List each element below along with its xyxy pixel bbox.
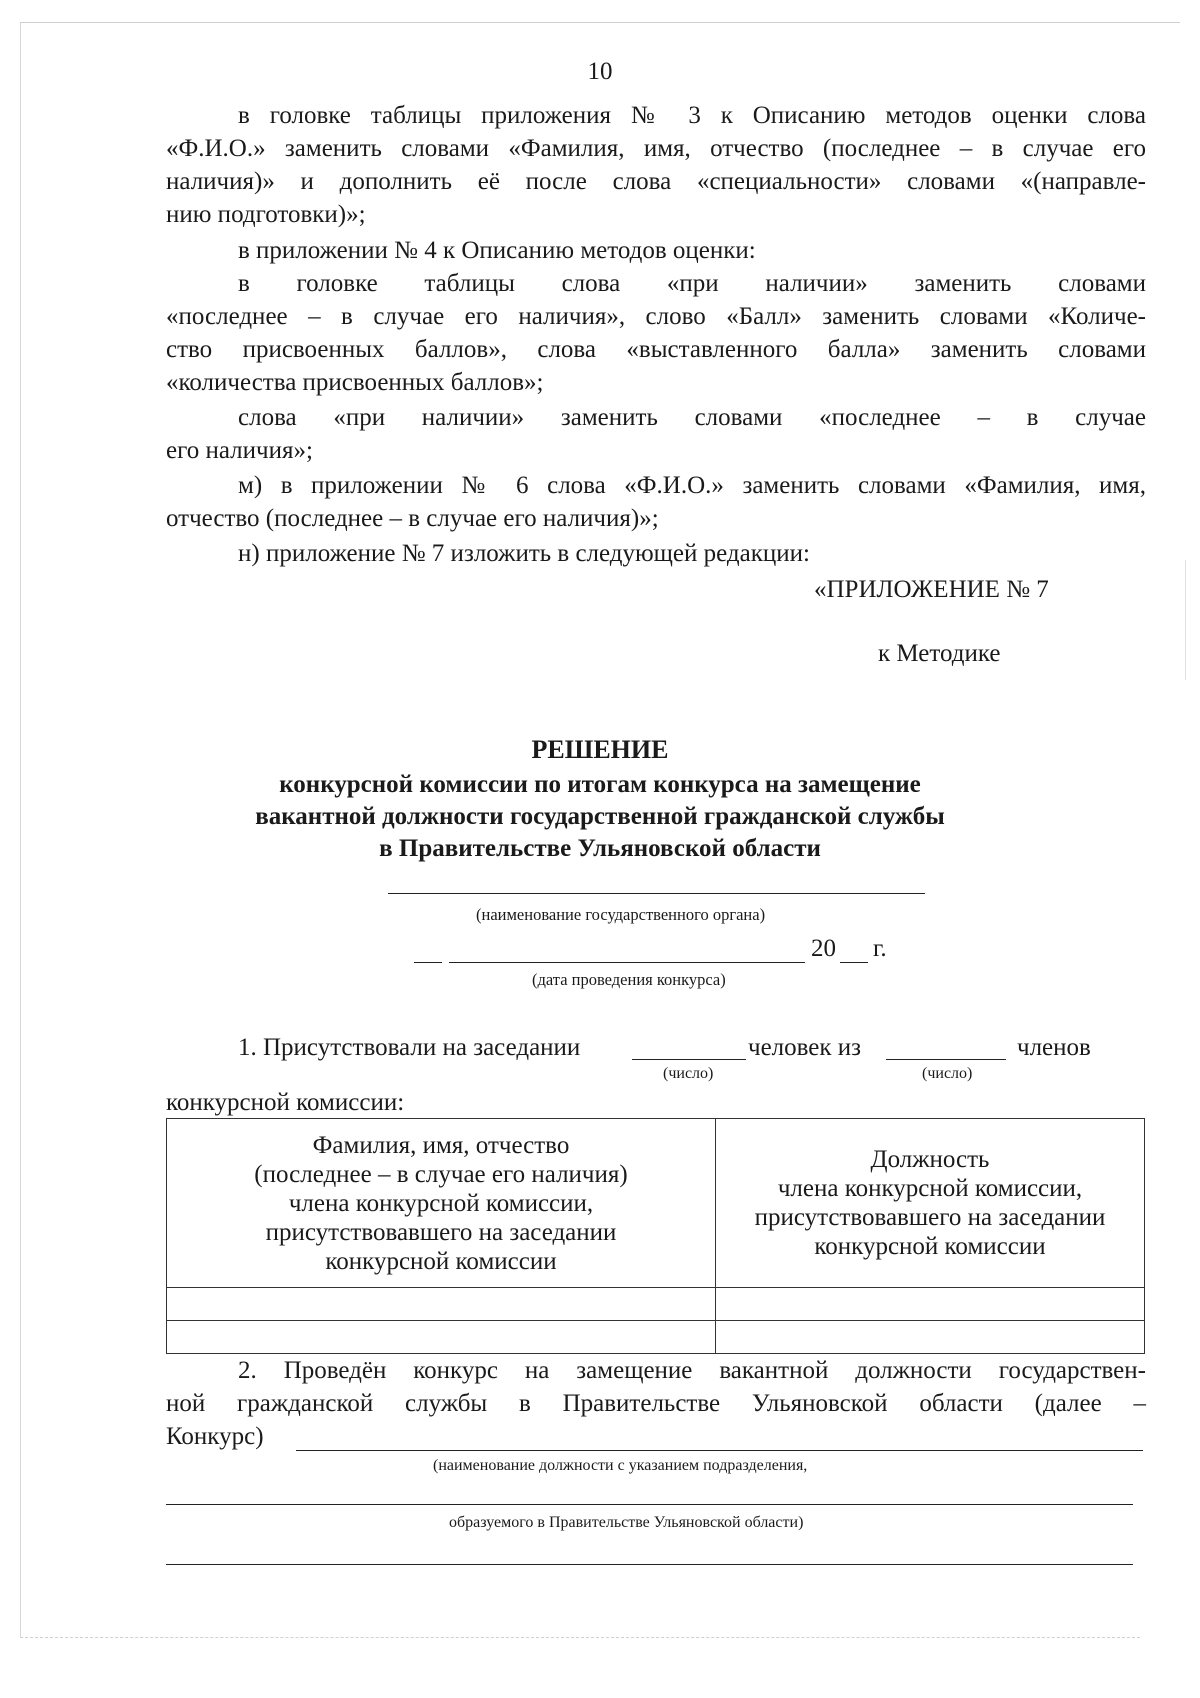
body-line: м) в приложении № 6 слова «Ф.И.О.» заменить словами «Фамилия, имя, [238, 472, 1146, 499]
count-caption: (число) [663, 1065, 714, 1082]
body-line: наличия)» и дополнить её после слова «специальности» словами «(направле- [166, 168, 1146, 195]
org-name-field [388, 893, 925, 894]
item1-continuation: конкурсной комиссии: [166, 1089, 405, 1116]
position-caption: (наименование должности с указанием подразделения, [433, 1457, 808, 1474]
page-number: 10 [587, 58, 613, 85]
body-line: ство присвоенных баллов», слова «выставленного балла» заменить словами [166, 336, 1146, 363]
table-cell [167, 1288, 716, 1321]
org-caption: (наименование государственного органа) [476, 905, 766, 924]
date-caption: (дата проведения конкурса) [532, 970, 726, 989]
appendix-to: к Методике [878, 640, 1001, 667]
body-line: «последнее – в случае его наличия», слово «Балл» заменить словами «Количе- [166, 303, 1146, 330]
table-row [167, 1288, 1145, 1321]
members-table [166, 1118, 1145, 1354]
table-header-cell: Фамилия, имя, отчество (последнее – в случае его наличия) члена конкурсной комиссии, присутствовавшего на заседании конкурсной комиссии [167, 1119, 716, 1288]
table-cell [716, 1321, 1145, 1354]
count-caption: (число) [922, 1065, 973, 1082]
date-month-field [449, 962, 805, 963]
body-line: нию подготовки)»; [166, 201, 366, 228]
decision-subtitle: в Правительстве Ульяновской области [379, 835, 821, 862]
body-line: «количества присвоенных баллов»; [166, 369, 544, 396]
position-caption: образуемого в Правительстве Ульяновской области) [449, 1514, 804, 1531]
decision-title: РЕШЕНИЕ [531, 735, 669, 764]
body-line: отчество (последнее – в случае его наличия)»; [166, 505, 659, 532]
table-cell [167, 1321, 716, 1354]
year-field [840, 962, 868, 963]
table-row [167, 1321, 1145, 1354]
body-line: «Ф.И.О.» заменить словами «Фамилия, имя, отчество (последнее – в случае его [166, 135, 1146, 162]
year-suffix: г. [873, 935, 887, 962]
decision-subtitle: конкурсной комиссии по итогам конкурса на замещение [279, 771, 921, 798]
item1-text: 1. Присутствовали на заседании [238, 1034, 581, 1061]
position-field-3 [166, 1564, 1133, 1565]
scan-edge-top [20, 22, 1180, 23]
position-field [296, 1450, 1143, 1451]
body-line: его наличия»; [166, 437, 313, 464]
year-prefix: 20 [811, 935, 836, 962]
decision-subtitle: вакантной должности государственной гражданской службы [255, 803, 945, 830]
item2-line: Конкурс) [166, 1423, 264, 1450]
table-cell [716, 1288, 1145, 1321]
appendix-label: «ПРИЛОЖЕНИЕ № 7 [814, 576, 1049, 603]
scan-edge-right [1185, 560, 1186, 680]
item1-text: человек из [748, 1034, 862, 1061]
item2-line: 2. Проведён конкурс на замещение вакантной должности государствен- [238, 1357, 1146, 1384]
scan-edge-bottom [20, 1637, 1140, 1638]
body-line: слова «при наличии» заменить словами «последнее – в случае [238, 404, 1146, 431]
body-line: в приложении № 4 к Описанию методов оценки: [238, 237, 756, 264]
total-count-field [886, 1059, 1006, 1060]
date-day-field [414, 962, 442, 963]
table-header-cell: Должность члена конкурсной комиссии, присутствовавшего на заседании конкурсной комиссии [716, 1119, 1145, 1288]
item2-line: ной гражданской службы в Правительстве Ульяновской области (далее – [166, 1390, 1146, 1417]
present-count-field [632, 1059, 746, 1060]
item1-text: членов [1017, 1034, 1091, 1061]
body-line: в головке таблицы приложения № 3 к Описанию методов оценки слова [238, 102, 1146, 129]
body-line: н) приложение № 7 изложить в следующей редакции: [238, 540, 810, 567]
body-line: в головке таблицы слова «при наличии» заменить словами [238, 270, 1146, 297]
position-field-2 [166, 1504, 1133, 1505]
